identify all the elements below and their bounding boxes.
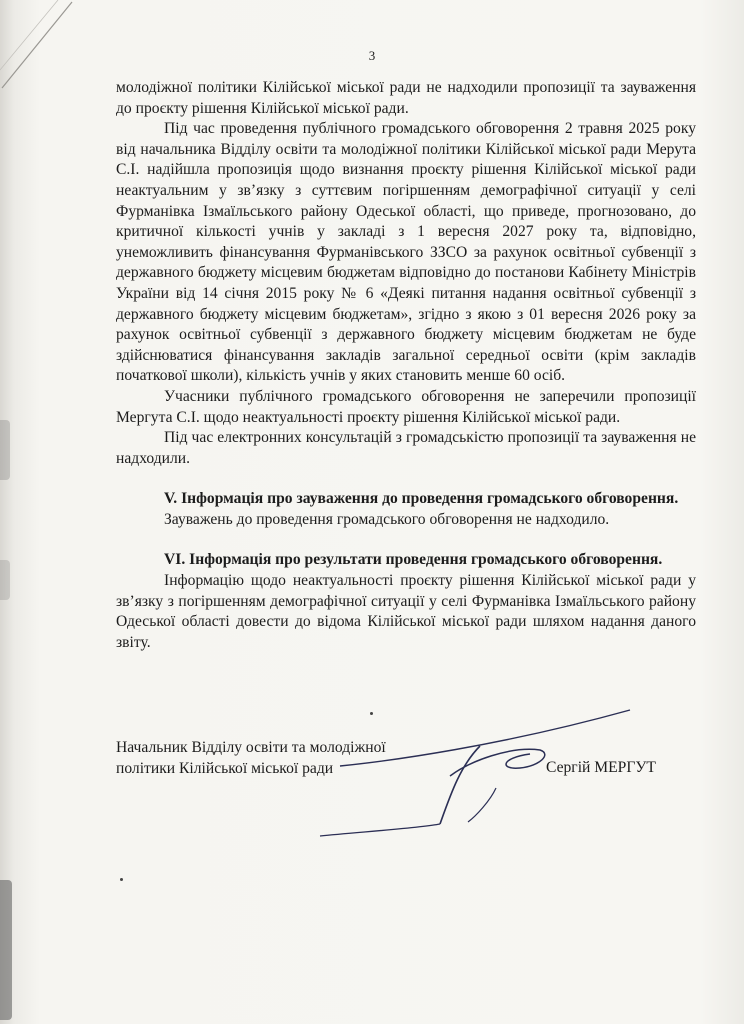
document-body	[116, 78, 696, 653]
scan-edge-smudge	[0, 560, 10, 600]
section-title: Інформація про результати проведення громадського обговорення.	[189, 551, 663, 569]
page-fold-mark	[0, 0, 120, 90]
signer-position-line1: Начальник Відділу освіти та молодіжної	[116, 739, 386, 756]
section-heading-vi	[116, 550, 696, 571]
scan-edge-smudge	[0, 420, 10, 480]
section-heading-v	[116, 489, 696, 510]
paragraph: Учасники публічного громадського обговорення не заперечили пропозиції Мергута С.І. щодо неактуальності проєкту рішення Кілійської міської ради.	[116, 387, 696, 426]
paragraph: Зауважень до проведення громадського обговорення не надходило.	[164, 510, 610, 528]
signature-block	[116, 738, 696, 779]
section-number: V.	[164, 490, 178, 508]
paragraph: Інформацію щодо неактуальності проєкту рішення Кілійської міської ради у зв’язку з погіршенням демографічної ситуації у селі Фурманівка Ізмаїльського району Одеської області довести до відома Кілійської міської ради шляхом надання даного звіту.	[116, 572, 696, 651]
signer-position-line2: політики Кілійської міської ради	[116, 759, 334, 777]
scan-speck	[120, 878, 123, 881]
scan-speck	[370, 712, 373, 715]
paragraph: Під час проведення публічного громадського обговорення 2 травня 2025 року від начальника Відділу освіти та молодіжної політики Кілійської міської ради Мерута С.І. надійшла пропозиція щодо визнання проєкту рішення Кілійської міської ради неактуальним у зв’язку з суттєвим погіршенням демографічної ситуації у селі Фурманівка Ізмаїльського району Одеської області, що приведе, прогнозовано, до критичної кількості учнів у закладі з 1 вересня 2027 року та, відповідно, унеможливить фінансування Фурманівського ЗЗСО за рахунок освітньої субвенції з державного бюджету місцевим бюджетам відповідно до постанови Кабінету Міністрів України від 14 січня 2015 року № 6 «Деякі питання надання освітньої субвенції з державного бюджету місцевим бюджетам», згідно з якою з 01 вересня 2026 року за рахунок освітньої субвенції з державного бюджету місцевим бюджетам не буде здійснюватися фінансування закладів загальної середньої освіти (крім закладів початкової школи), кількість учнів у яких становить менше 60 осіб.	[116, 120, 696, 385]
signer-name: Сергій МЕРГУТ	[546, 759, 656, 776]
paragraph: молодіжної політики Кілійської міської ради не надходили пропозиції та зауваження до проєкту рішення Кілійської міської ради.	[116, 79, 696, 117]
page-number: 3	[368, 48, 376, 63]
section-number: VI.	[164, 551, 186, 569]
scan-edge-smudge	[0, 880, 12, 1020]
section-title: Інформація про зауваження до проведення громадського обговорення.	[181, 490, 679, 508]
paragraph: Під час електронних консультацій з громадськістю пропозиції та зауваження не надходили.	[116, 429, 696, 467]
